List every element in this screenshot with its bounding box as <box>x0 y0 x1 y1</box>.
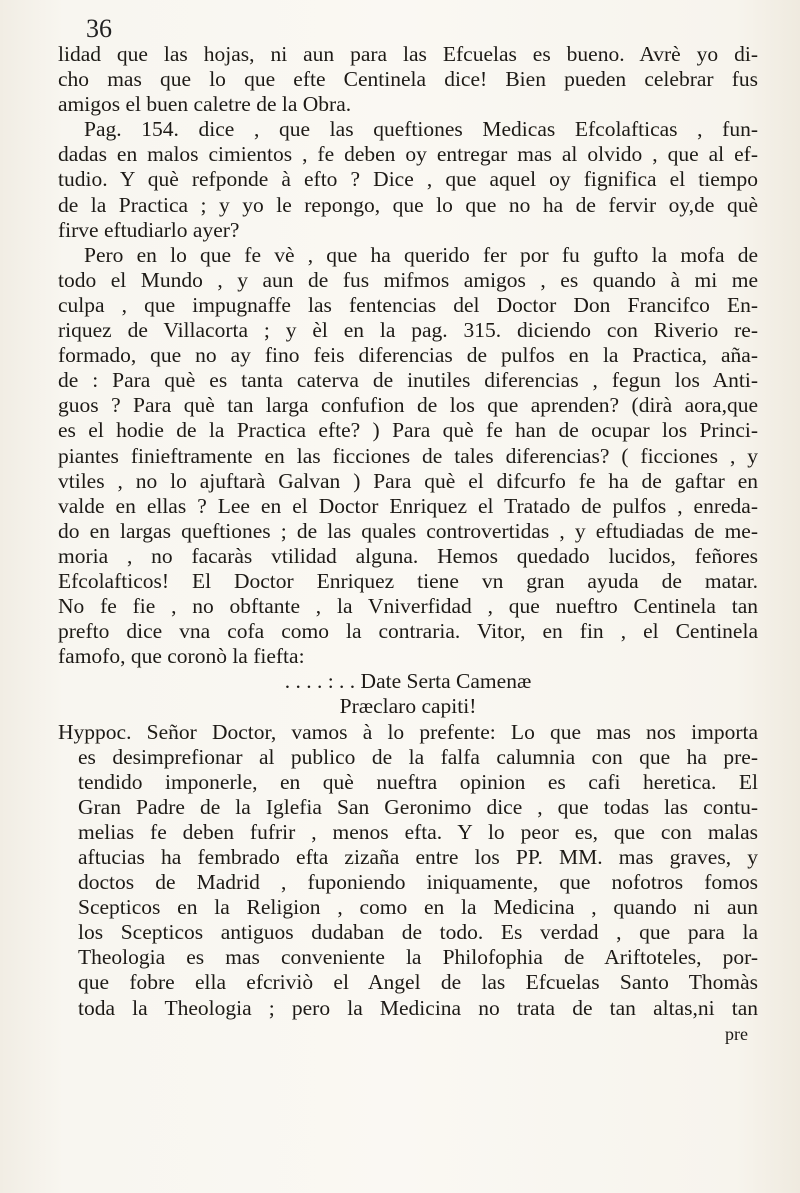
text-line: No fe fie , no obftante , la Vniverfidad , que nueftro Centinela tan <box>58 594 758 619</box>
text-line: moria , no facaràs vtilidad alguna. Hemos quedado lucidos, feñores <box>58 543 758 568</box>
text-line: Efcolafticos! El Doctor Enriquez tiene vn gran ayuda de matar. <box>58 568 758 593</box>
text-line: Theologia es mas conveniente la Philofophia de Ariftoteles, por- <box>78 945 758 970</box>
text-line: do en largas queftiones ; de las quales controvertidas , y eftudiadas de me- <box>58 518 758 543</box>
catchword: pre <box>725 1023 748 1044</box>
text-line: tendido imponerle, en què nueftra opinion es cafi heretica. El <box>78 769 758 794</box>
body-text <box>58 42 758 1046</box>
text-line: prefto dice vna cofa como la contraria. Vitor, en fin , el Centinela <box>58 619 758 644</box>
text-line: es desimprefionar al publico de la falfa calumnia con que ha pre- <box>78 744 758 769</box>
text-line: guos ? Para què tan larga confufion de los que aprenden? (dirà aora,que <box>58 393 758 418</box>
text-line: lidad que las hojas, ni aun para las Efcuelas es bueno. Avrè yo di- <box>58 42 758 66</box>
catchword-line <box>58 1021 758 1046</box>
text-line: vtiles , no lo ajuftarà Galvan ) Para què el difcurfo fe ha de gaftar en <box>58 468 758 493</box>
text-line: famofo, que coronò la fiefta: <box>58 644 305 669</box>
text-line: Gran Padre de la Iglefia San Geronimo dice , que todas las contu- <box>78 794 758 819</box>
text-line: dadas en malos cimientos , fe deben oy entregar mas al olvido , que al ef- <box>58 142 758 167</box>
page-number: 36 <box>86 14 112 43</box>
text-line: de la Practica ; y yo le repongo, que lo que no ha de fervir oy,de què <box>58 192 758 217</box>
text-line: Præclaro capiti! <box>339 694 477 719</box>
text-line: doctos de Madrid , fuponiendo iniquamente, que nofotros fomos <box>78 870 758 895</box>
text-line: Scepticos en la Religion , como en la Medicina , quando ni aun <box>78 895 758 920</box>
text-line: Pero en lo que fe vè , que ha querido fer por fu gufto la mofa de <box>84 242 758 267</box>
text-line: es el hodie de la Practica efte? ) Para què fe han de ocupar los Princi- <box>58 418 758 443</box>
text-line: que fobre ella efcriviò el Angel de las Efcuelas Santo Thomàs <box>78 970 758 995</box>
text-line: culpa , que impugnaffe las fentencias del Doctor Don Francifco En- <box>58 292 758 317</box>
text-line: firve eftudiarlo ayer? <box>58 217 240 242</box>
text-line: . . . . : . . Date Serta Camenæ <box>284 669 532 694</box>
text-line: cho mas que lo que efte Centinela dice! Bien pueden celebrar fus <box>58 67 758 92</box>
text-line: Pag. 154. dice , que las queftiones Medicas Efcolafticas , fun- <box>84 117 758 142</box>
text-line: tudio. Y què refponde à efto ? Dice , que aquel oy fignifica el tiempo <box>58 167 758 192</box>
text-line: Hyppoc. Señor Doctor, vamos à lo prefente: Lo que mas nos importa <box>58 719 758 744</box>
text-line: todo el Mundo , y aun de fus mifmos amigos , es quando à mi me <box>58 267 758 292</box>
text-line: de : Para què es tanta caterva de inutiles diferencias , fegun los Anti- <box>58 368 758 393</box>
text-line: piantes finieftramente en las ficciones de tales diferencias? ( ficciones , y <box>58 443 758 468</box>
text-line: melias fe deben fufrir , menos efta. Y lo peor es, que con malas <box>78 819 758 844</box>
text-line: toda la Theologia ; pero la Medicina no trata de tan altas,ni tan <box>78 995 758 1020</box>
text-line: los Scepticos antiguos dudaban de todo. Es verdad , que para la <box>78 920 758 945</box>
text-line: riquez de Villacorta ; y èl en la pag. 315. diciendo con Riverio re- <box>58 318 758 343</box>
text-line: formado, que no ay fino feis diferencias de pulfos en la Practica, aña- <box>58 343 758 368</box>
text-line: aftucias ha fembrado efta zizaña entre los PP. MM. mas graves, y <box>78 845 758 869</box>
text-line: amigos el buen caletre de la Obra. <box>58 92 352 117</box>
text-line: valde en ellas ? Lee en el Doctor Enriquez el Tratado de pulfos , enreda- <box>58 493 758 518</box>
